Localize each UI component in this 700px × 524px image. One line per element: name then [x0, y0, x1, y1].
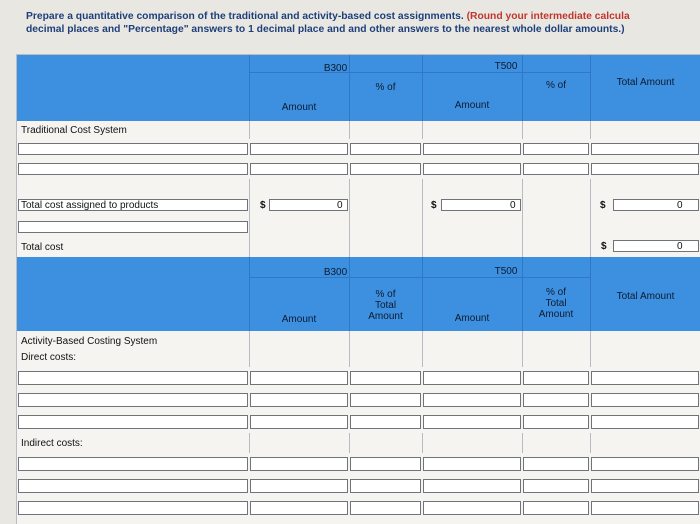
direct-t500-amount-input[interactable] [423, 371, 521, 385]
b300-total-assigned-value: 0 [337, 200, 343, 211]
indirect-b300-amount-input[interactable] [250, 457, 348, 471]
indirect-b300-pct-input[interactable] [350, 501, 421, 515]
indirect-t500-pct-input[interactable] [523, 457, 589, 471]
indirect-input-row-3 [17, 497, 700, 524]
direct-b300-pct-input[interactable] [350, 415, 421, 429]
pct-line-3: Amount [368, 311, 403, 322]
indirect-label-input[interactable] [18, 501, 248, 515]
total-cost-assigned-row [17, 193, 700, 220]
indirect-total-input[interactable] [591, 479, 699, 493]
traditional-spacer-row [17, 179, 700, 194]
traditional-total-input[interactable] [591, 143, 699, 155]
traditional-label-input[interactable] [18, 163, 248, 175]
col-t500-header: T500 [494, 61, 518, 72]
indirect-input-row-1 [17, 453, 700, 476]
traditional-input-row-2 [17, 159, 700, 180]
direct-b300-pct-input[interactable] [350, 393, 421, 407]
indirect-t500-pct-input[interactable] [523, 479, 589, 493]
direct-input-row-2 [17, 389, 700, 412]
indirect-label-input[interactable] [18, 479, 248, 493]
traditional-b300-amount-input[interactable] [250, 163, 348, 175]
rounding-note: (Round your intermediate calcula [466, 11, 630, 22]
total-cost-row [17, 237, 700, 258]
indirect-t500-amount-input[interactable] [423, 479, 521, 493]
abc-col-b300-amount-header: Amount [281, 314, 317, 325]
traditional-t500-pct-input[interactable] [523, 163, 589, 175]
direct-t500-pct-input[interactable] [523, 415, 589, 429]
header-row-traditional [17, 55, 700, 122]
pct-line-2: Total [374, 300, 397, 311]
abc-col-b300-pct-header [349, 289, 422, 322]
indirect-label-input[interactable] [18, 457, 248, 471]
direct-input-row-3 [17, 411, 700, 434]
traditional-b300-pct-input[interactable] [350, 143, 421, 155]
total-cost-value: 0 [677, 241, 683, 252]
col-b300-pct-header: % of [375, 82, 396, 93]
traditional-title-row [17, 121, 700, 140]
total-cost-assigned-label: Total cost assigned to products [21, 200, 159, 211]
abc-title-row [17, 331, 700, 350]
direct-t500-pct-input[interactable] [523, 393, 589, 407]
total-dollar-sign: $ [600, 200, 606, 211]
traditional-blank-input[interactable] [18, 221, 248, 233]
col-b300-amount-header: Amount [281, 102, 317, 113]
total-cost-input[interactable] [613, 240, 699, 252]
traditional-t500-pct-input[interactable] [523, 143, 589, 155]
direct-b300-amount-input[interactable] [250, 371, 348, 385]
col-t500-pct-header: % of [545, 80, 566, 91]
traditional-input-row-1 [17, 139, 700, 160]
direct-t500-amount-input[interactable] [423, 415, 521, 429]
direct-total-input[interactable] [591, 371, 699, 385]
traditional-cost-system-label: Traditional Cost System [21, 125, 127, 136]
header-row-abc [17, 257, 700, 332]
direct-label-input[interactable] [18, 393, 248, 407]
indirect-b300-pct-input[interactable] [350, 479, 421, 493]
abc-col-b300-header: B300 [323, 267, 348, 278]
indirect-t500-amount-input[interactable] [423, 501, 521, 515]
instructions-line-1 [26, 10, 700, 23]
direct-b300-amount-input[interactable] [250, 415, 348, 429]
direct-t500-pct-input[interactable] [523, 371, 589, 385]
instructions-line-2: decimal places and "Percentage" answers to 1 decimal place and and other answers to the nearest whole dollar amounts.) [26, 24, 625, 35]
col-b300-header: B300 [323, 63, 348, 74]
indirect-total-input[interactable] [591, 457, 699, 471]
direct-label-input[interactable] [18, 415, 248, 429]
traditional-label-input[interactable] [18, 143, 248, 155]
b300-dollar-sign: $ [260, 200, 266, 211]
direct-total-input[interactable] [591, 415, 699, 429]
indirect-b300-amount-input[interactable] [250, 501, 348, 515]
indirect-costs-row [17, 433, 700, 454]
direct-costs-label: Direct costs: [21, 352, 77, 363]
direct-b300-pct-input[interactable] [350, 371, 421, 385]
col-t500-amount-header: Amount [454, 100, 490, 111]
traditional-total-input[interactable] [591, 163, 699, 175]
indirect-t500-pct-input[interactable] [523, 501, 589, 515]
total-assigned-input[interactable] [613, 199, 699, 211]
abc-col-t500-amount-header: Amount [454, 313, 490, 324]
instructions [26, 10, 700, 36]
pct-line-2: Total [545, 298, 567, 309]
traditional-b300-amount-input[interactable] [250, 143, 348, 155]
direct-b300-amount-input[interactable] [250, 393, 348, 407]
direct-input-row-1 [17, 367, 700, 390]
pct-line-3: Amount [538, 309, 574, 320]
t500-total-assigned-input[interactable] [441, 199, 521, 211]
direct-costs-row [17, 349, 700, 368]
pct-line-1: % of [545, 287, 566, 298]
abc-system-label: Activity-Based Costing System [21, 336, 158, 347]
t500-total-assigned-value: 0 [510, 200, 516, 211]
instructions-text: Prepare a quantitative comparison of the traditional and activity-based cost assignments. [26, 11, 464, 22]
direct-label-input[interactable] [18, 371, 248, 385]
indirect-total-input[interactable] [591, 501, 699, 515]
indirect-input-row-2 [17, 475, 700, 498]
t500-dollar-sign: $ [431, 200, 437, 211]
direct-total-input[interactable] [591, 393, 699, 407]
direct-t500-amount-input[interactable] [423, 393, 521, 407]
total-assigned-value: 0 [677, 200, 683, 211]
indirect-b300-pct-input[interactable] [350, 457, 421, 471]
abc-col-total-amount-header: Total Amount [616, 291, 675, 302]
indirect-costs-label: Indirect costs: [21, 438, 83, 449]
total-cost-label: Total cost [21, 242, 64, 253]
indirect-t500-amount-input[interactable] [423, 457, 521, 471]
pct-line-1: % of [375, 289, 396, 300]
indirect-b300-amount-input[interactable] [250, 479, 348, 493]
col-total-amount-header: Total Amount [616, 77, 675, 88]
abc-col-t500-pct-header [522, 287, 590, 320]
traditional-t500-amount-input[interactable] [423, 143, 521, 155]
comparison-table [16, 54, 700, 524]
traditional-blank-row [17, 219, 700, 238]
traditional-b300-pct-input[interactable] [350, 163, 421, 175]
abc-col-t500-header: T500 [494, 266, 518, 277]
traditional-t500-amount-input[interactable] [423, 163, 521, 175]
total-cost-dollar-sign: $ [601, 241, 607, 252]
